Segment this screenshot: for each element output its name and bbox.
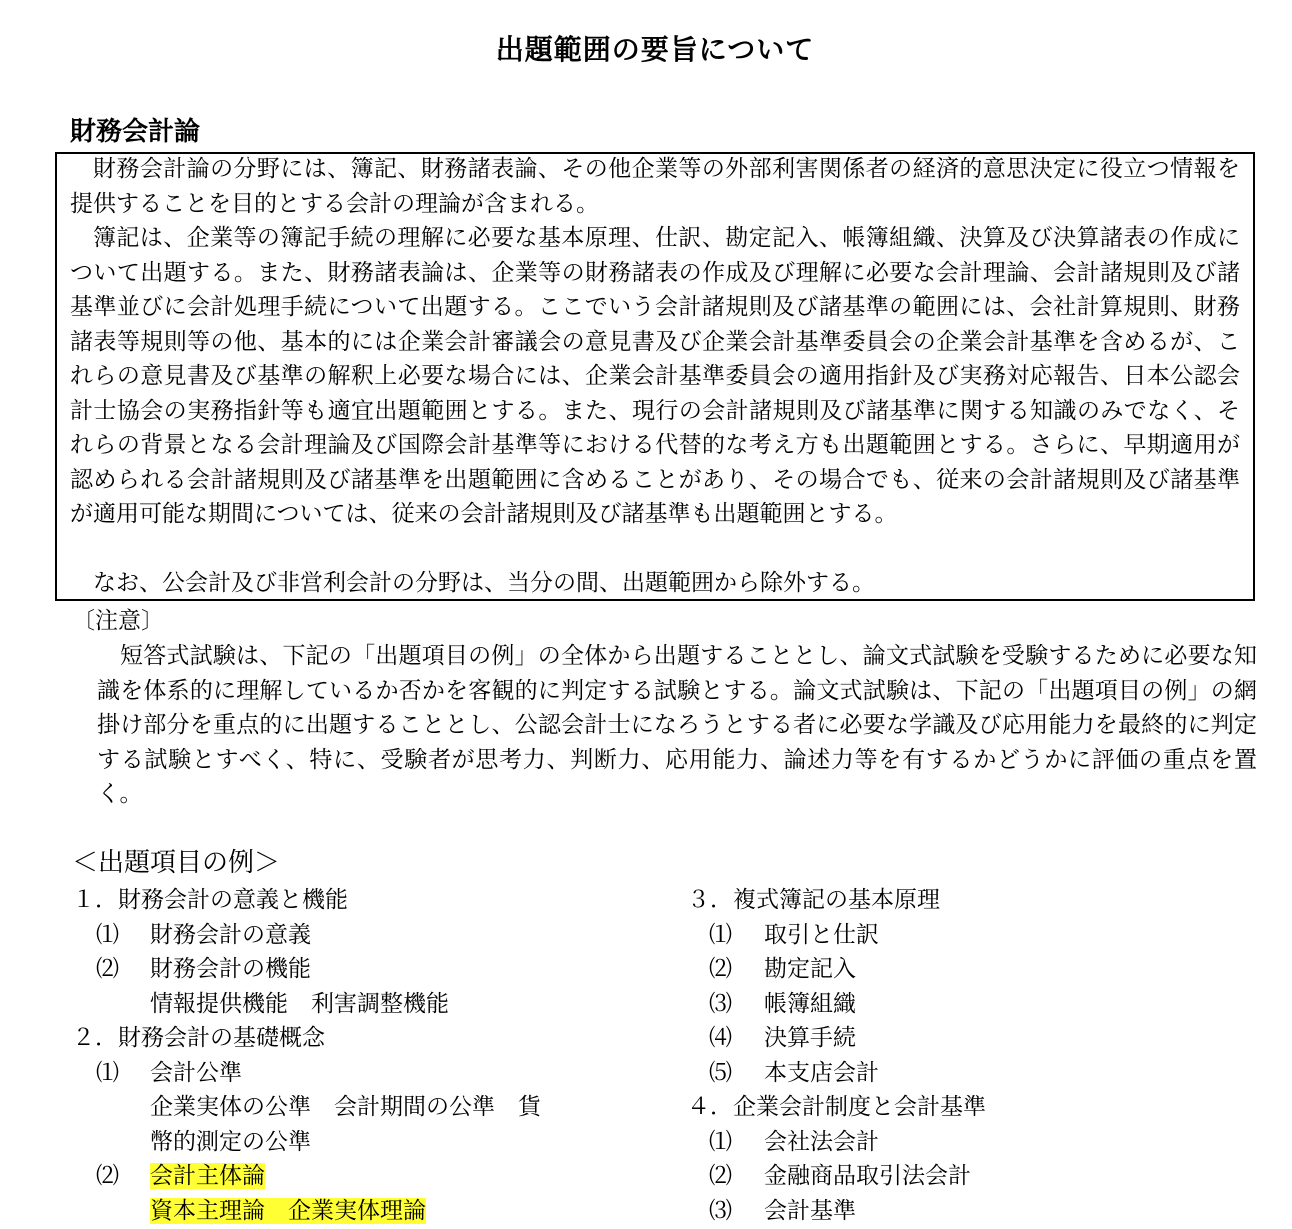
item-2-1-number: ⑴ xyxy=(96,1060,119,1086)
item-3-2-number: ⑵ xyxy=(709,956,732,982)
item-1-1: 財務会計の意義 xyxy=(150,922,311,948)
item-2-1: 会計公準 xyxy=(150,1060,242,1086)
item-4-heading: ４．企業会計制度と会計基準 xyxy=(687,1094,986,1120)
item-2-heading: ２．財務会計の基礎概念 xyxy=(72,1025,325,1051)
note-body: 短答式試験は、下記の「出題項目の例」の全体から出題することとし、論文式試験を受験するために必要な知識を体系的に理解しているか否かを客観的に判定する試験とする。論文式試験は、下記の「出題項目の例」の網掛け部分を重点的に出題することとし、公認会計士になろうとする者に必要な学識及び応用能力を最終的に判定する試験とすべく、特に、受験者が思考力、判断力、応用能力、論述力等を有するかどうかに評価の重点を置く。 xyxy=(97,643,1257,807)
item-3-1: 取引と仕訳 xyxy=(764,922,879,948)
scope-paragraph-3: なお、公会計及び非営利会計の分野は、当分の間、出題範囲から除外する。 xyxy=(93,570,875,596)
item-2-2-number: ⑵ xyxy=(96,1163,119,1189)
item-3-3-number: ⑶ xyxy=(709,991,732,1017)
examples-heading: ＜出題項目の例＞ xyxy=(72,848,281,878)
item-3-4-number: ⑷ xyxy=(709,1025,732,1051)
scope-paragraph-1: 財務会計論の分野には、簿記、財務諸表論、その他企業等の外部利害関係者の経済的意思決定に役立つ情報を提供することを目的とする会計の理論が含まれる。 xyxy=(70,156,1240,217)
item-1-heading: １．財務会計の意義と機能 xyxy=(72,887,348,913)
item-3-5-number: ⑸ xyxy=(709,1060,732,1086)
item-1-2: 財務会計の機能 xyxy=(150,956,311,982)
item-3-1-number: ⑴ xyxy=(709,922,732,948)
item-3-heading: ３．複式簿記の基本原理 xyxy=(687,887,940,913)
note-label: 〔注意〕 xyxy=(72,608,164,634)
item-3-5: 本支店会計 xyxy=(764,1060,879,1086)
item-4-2: 金融商品取引法会計 xyxy=(764,1163,971,1189)
item-1-2-number: ⑵ xyxy=(96,956,119,982)
item-4-3: 会計基準 xyxy=(764,1198,856,1224)
section-heading: 財務会計論 xyxy=(70,117,201,147)
item-3-4: 決算手続 xyxy=(764,1025,856,1051)
item-4-2-number: ⑵ xyxy=(709,1163,732,1189)
document-title: 出題範囲の要旨について xyxy=(495,33,815,66)
item-4-3-number: ⑶ xyxy=(709,1198,732,1224)
item-3-3: 帳簿組織 xyxy=(764,991,856,1017)
item-2-1-detail-line-1: 企業実体の公準 会計期間の公準 貨 xyxy=(150,1094,541,1120)
item-4-1: 会社法会計 xyxy=(764,1129,879,1155)
item-4-1-number: ⑴ xyxy=(709,1129,732,1155)
item-2-1-detail-line-2: 幣的測定の公準 xyxy=(150,1129,311,1155)
item-1-2-detail: 情報提供機能 利害調整機能 xyxy=(150,991,449,1017)
scope-paragraph-2: 簿記は、企業等の簿記手続の理解に必要な基本原理、仕訳、勘定記入、帳簿組織、決算及び決算諸表の作成について出題する。また、財務諸表論は、企業等の財務諸表の作成及び理解に必要な会計理論、会計諸規則及び諸基準並びに会計処理手続について出題する。ここでいう会計諸規則及び諸基準の範囲には、会社計算規則、財務諸表等規則等の他、基本的には企業会計審議会の意見書及び企業会計基準委員会の企業会計基準を含めるが、これらの意見書及び基準の解釈上必要な場合には、企業会計基準委員会の適用指針及び実務対応報告、日本公認会計士協会の実務指針等も適宜出題範囲とする。また、現行の会計諸規則及び諸基準に関する知識のみでなく、それらの背景となる会計理論及び国際会計基準等における代替的な考え方も出題範囲とする。さらに、早期適用が認められる会計諸規則及び諸基準を出題範囲に含めることがあり、その場合でも、従来の会計諸規則及び諸基準が適用可能な期間については、従来の会計諸規則及び諸基準も出題範囲とする。 xyxy=(70,225,1240,527)
item-2-2-detail-highlighted: 資本主理論 企業実体理論 xyxy=(150,1198,426,1224)
item-2-2-highlighted: 会計主体論 xyxy=(150,1163,265,1189)
item-3-2: 勘定記入 xyxy=(764,956,856,982)
item-1-1-number: ⑴ xyxy=(96,922,119,948)
